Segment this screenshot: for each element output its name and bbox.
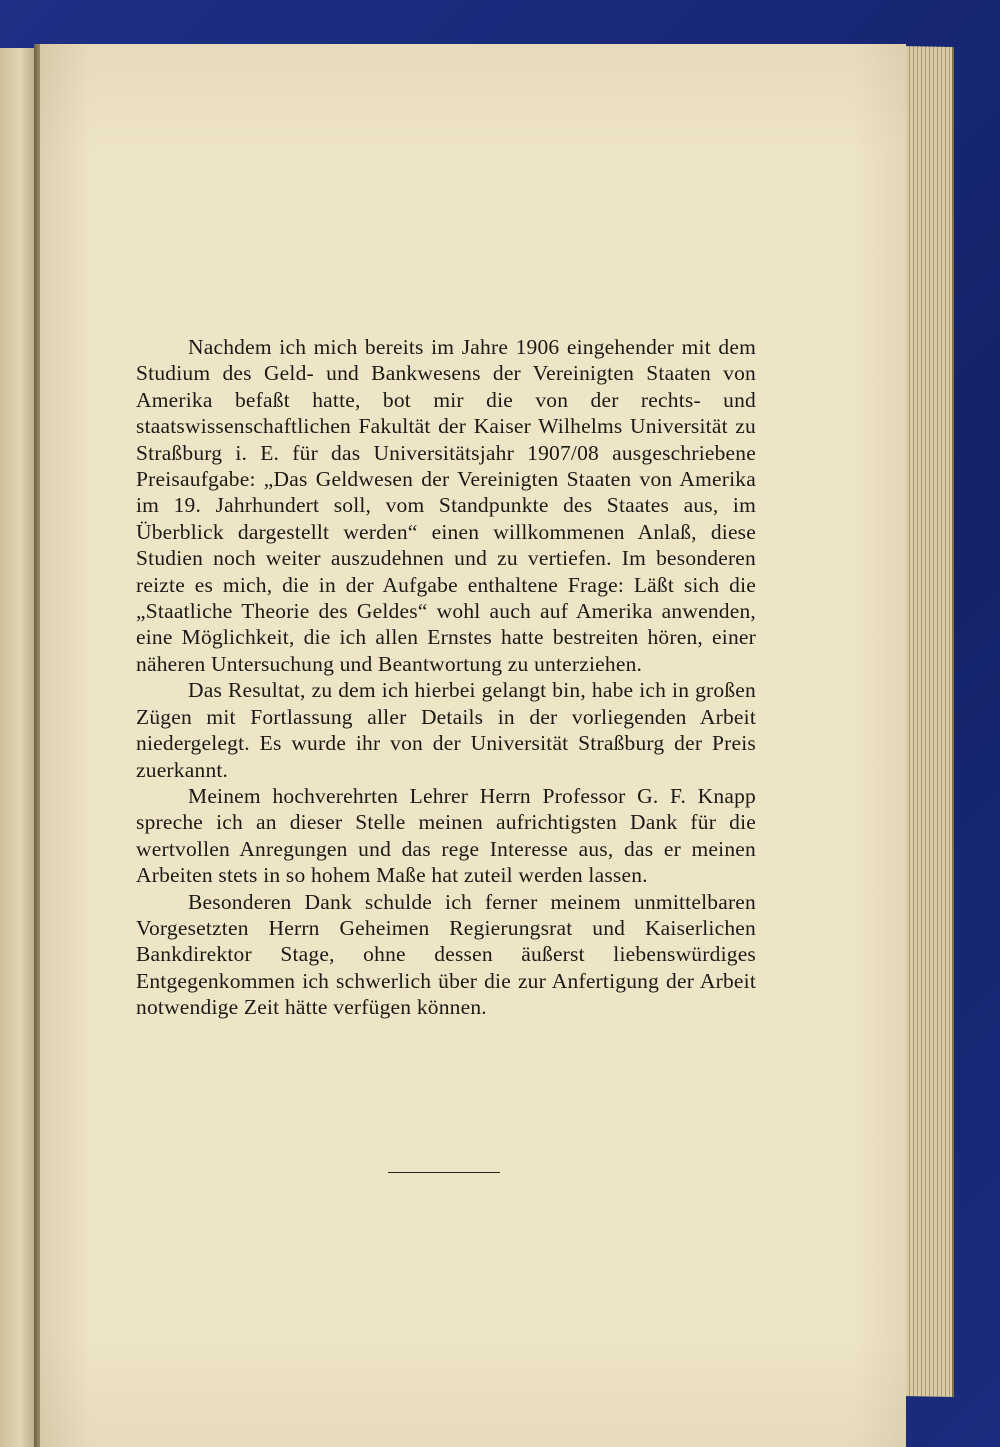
preface-text [136,334,756,1021]
left-page-edge [0,48,36,1447]
paragraph-3: Meinem hochverehrten Lehrer Herrn Professor G. F. Knapp spreche ich an dieser Stelle meinen aufrichtigsten Dank für die wertvollen Anregungen und das rege Interesse aus, das er meinen Arbeiten stets in so hohem Maße hat zuteil werden lassen. [136,783,756,888]
paragraph-4: Besonderen Dank schulde ich ferner meinem unmittelbaren Vorgesetzten Herrn Geheimen Regierungsrat und Kaiserlichen Bankdirektor Stage, ohne dessen äußerst liebenswürdiges Entgegenkommen ich schwerlich über die zur Anfertigung der Arbeit notwendige Zeit hätte verfügen können. [136,889,756,1020]
paragraph-1: Nachdem ich mich bereits im Jahre 1906 eingehender mit dem Studium des Geld- und Bankwesens der Vereinigten Staaten von Amerika befaßt hatte, bot mir die von der rechts- und staatswissenschaftlichen Fakultät der Kaiser Wilhelms Universität zu Straßburg i. E. für das Universitätsjahr 1907/08 ausgeschriebene Preisaufgabe: „Das Geldwesen der Vereinigten Staaten von Amerika im 19. Jahrhundert soll, vom Standpunkte des Staates aus, im Überblick dargestellt werden“ einen willkommenen Anlaß, diese Studien noch weiter auszudehnen und zu vertiefen. Im besonderen reizte es mich, die in der Aufgabe enthaltene Frage: Läßt sich die „Staatliche Theorie des Geldes“ wohl auch auf Amerika anwenden, eine Möglichkeit, die ich allen Ernstes hatte bestreiten hören, einer näheren Untersuchung und Beantwortung zu unterziehen. [136,335,756,676]
closing-rule [388,1172,500,1173]
page-stack-edge [902,46,954,1397]
paragraph-2: Das Resultat, zu dem ich hierbei gelangt bin, habe ich in großen Zügen mit Fortlassung aller Details in der vorliegenden Arbeit niedergelegt. Es wurde ihr von der Universität Straßburg der Preis zuerkannt. [136,678,756,782]
